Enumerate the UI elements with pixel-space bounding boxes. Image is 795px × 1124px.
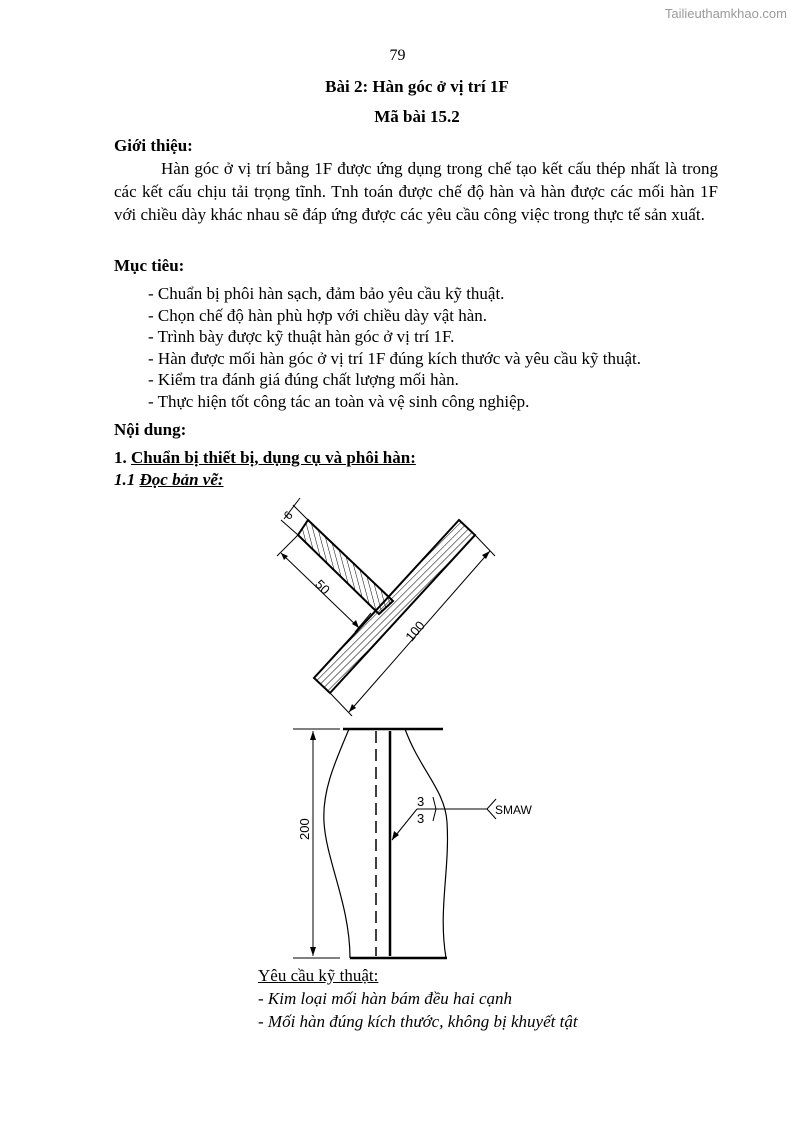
plate-left-break (324, 729, 350, 958)
intro-paragraph: Hàn góc ở vị trí bằng 1F được ứng dụng trong chế tạo kết cấu thép nhất là trong các kết cấu chịu tải trọng tĩnh. Tnh toán được chế độ hàn và hàn được các mối hàn 1F với chiều dày khác nhau sẽ đáp ứng được các yêu cầu công việc trong thực tế sản xuất. (114, 159, 718, 224)
intro-heading: Giới thiệu: (114, 136, 193, 155)
standing-plate (298, 520, 393, 614)
objective-item: - Hàn được mối hàn góc ở vị trí 1F đúng kích thước và yêu cầu kỹ thuật. (148, 348, 641, 368)
section-1-number: 1. (114, 448, 127, 467)
dim-length-label: 200 (297, 818, 312, 840)
objective-item: - Chọn chế độ hàn phù hợp với chiều dày vật hàn. (148, 305, 488, 325)
section-1-1-title: Đọc bản vẽ: (139, 470, 224, 489)
lesson-title: Bài 2: Hàn góc ở vị trí 1F (325, 77, 509, 96)
watermark: Tailieuthamkhao.com (664, 6, 787, 21)
dim-long-label: 100 (402, 617, 428, 645)
objectives-heading: Mục tiêu: (114, 256, 185, 275)
requirements-title: Yêu cầu kỹ thuật: (258, 966, 379, 985)
weld-process-label: SMAW (495, 803, 532, 817)
weld-size-bottom: 3 (417, 811, 425, 826)
section-1-1-number: 1.1 (114, 470, 136, 489)
objective-item: - Chuẩn bị phôi hàn sạch, đảm bảo yêu cầu kỹ thuật. (148, 284, 505, 303)
dim-short-label: 50 (312, 576, 333, 598)
objective-item: - Trình bày được kỹ thuật hàn góc ở vị trí 1F. (148, 327, 455, 347)
page-number: 79 (389, 47, 406, 64)
section-1-title: Chuẩn bị thiết bị, dụng cụ và phôi hàn: (131, 448, 416, 467)
objective-item: - Thực hiện tốt công tác an toàn và vệ sinh công nghiệp. (148, 391, 530, 411)
plate-right-break (405, 729, 447, 958)
requirements-list (258, 987, 578, 1033)
content-heading: Nội dung: (114, 420, 187, 439)
requirement-item: - Mối hàn đúng kích thước, không bị khuyết tật (258, 1012, 578, 1031)
weld-size-top: 3 (417, 794, 425, 809)
base-plate (314, 520, 475, 693)
dim-thickness-label: 6 (280, 508, 296, 523)
requirement-item: - Kim loại mối hàn bám đều hai cạnh (258, 989, 513, 1008)
lesson-code: Mã bài 15.2 (374, 107, 460, 126)
objective-item: - Kiểm tra đánh giá đúng chất lượng mối hàn. (148, 370, 459, 390)
